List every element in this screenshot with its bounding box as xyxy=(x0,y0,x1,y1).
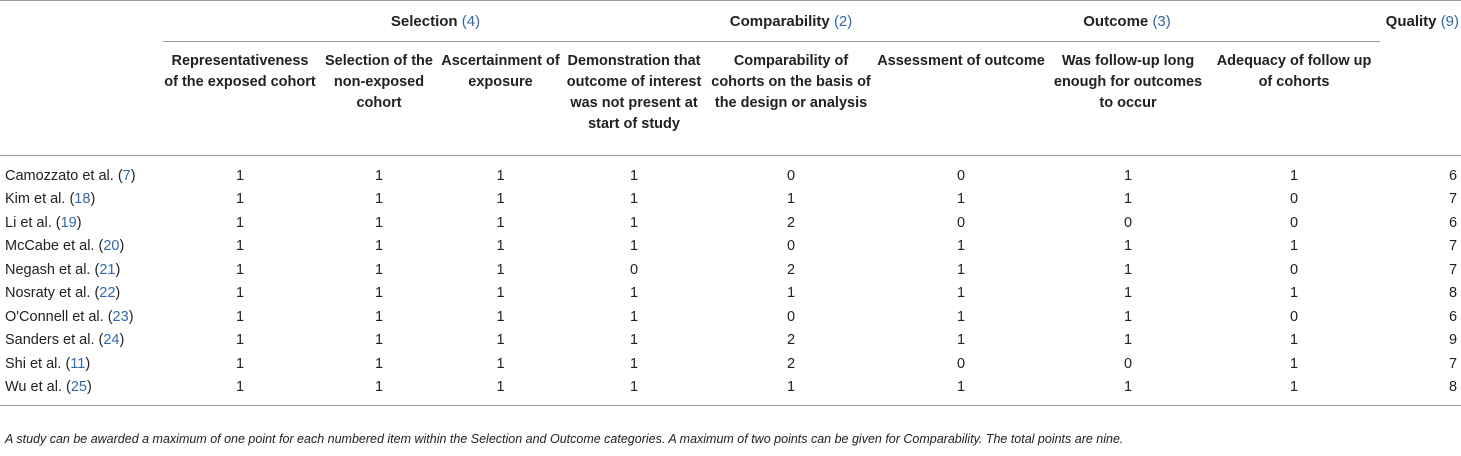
table-body xyxy=(0,156,1461,406)
score-cell: 1 xyxy=(786,285,796,302)
study-name-cell: Sanders et al. (24) xyxy=(5,332,125,349)
score-cell: 2 xyxy=(786,355,796,372)
score-cell: 1 xyxy=(1289,355,1299,372)
study-name-cell: McCabe et al. (20) xyxy=(5,238,125,255)
score-cell: 1 xyxy=(235,332,245,349)
table-row xyxy=(0,305,1461,329)
score-cell: 1 xyxy=(235,191,245,208)
study-name-cell: Wu et al. (25) xyxy=(0,376,163,406)
score-cell: 2 xyxy=(786,332,796,349)
reference-link[interactable]: 7 xyxy=(122,167,131,184)
study-name-cell: Nosraty et al. (22) xyxy=(5,285,121,302)
score-cell: 0 xyxy=(786,167,796,184)
score-cell: 0 xyxy=(1289,261,1299,278)
quality-score-cell: 8 xyxy=(1380,376,1461,406)
header-blank xyxy=(0,1,163,42)
study-name: Negash et al. xyxy=(5,261,91,278)
quality-score-cell: 8 xyxy=(1448,285,1458,302)
table-row xyxy=(0,352,1461,376)
quality-score-cell: 7 xyxy=(1448,238,1458,255)
reference-link[interactable]: 19 xyxy=(60,214,77,231)
score-cell: 1 xyxy=(374,332,384,349)
score-cell: 1 xyxy=(629,214,639,231)
study-name: O'Connell et al. xyxy=(5,308,104,325)
study-name-cell: Li et al. (19) xyxy=(5,214,82,231)
score-cell: 1 xyxy=(235,238,245,255)
score-cell: 1 xyxy=(374,355,384,372)
score-cell: 1 xyxy=(629,355,639,372)
score-cell: 1 xyxy=(374,238,384,255)
reference-link[interactable]: 25 xyxy=(70,379,87,396)
study-name-cell: Kim et al. (18) xyxy=(5,191,96,208)
score-cell: 1 xyxy=(496,238,505,255)
col-demonstration: Demonstration that outcome of interest was not present at start of study xyxy=(560,42,708,156)
quality-score-cell: 9 xyxy=(1448,332,1458,349)
score-cell: 0 xyxy=(956,167,966,184)
col-comparability: Comparability of cohorts on the basis of the design or analysis xyxy=(708,42,874,156)
score-cell: 1 xyxy=(1208,376,1380,406)
col-ascertainment: Ascertainment of exposure xyxy=(441,42,560,156)
col-follow-up-adequacy: Adequacy of follow up of cohorts xyxy=(1208,42,1380,156)
score-cell: 0 xyxy=(1123,214,1133,231)
score-cell: 1 xyxy=(956,308,966,325)
col-representativeness: Representativeness of the exposed cohort xyxy=(163,42,317,156)
table-row xyxy=(0,211,1461,235)
score-cell: 1 xyxy=(317,376,441,406)
score-cell: 1 xyxy=(235,167,245,184)
score-cell: 1 xyxy=(1289,332,1299,349)
col-selection-nonexposed: Selection of the non-exposed cohort xyxy=(317,42,441,156)
reference-link[interactable]: 20 xyxy=(103,238,120,255)
score-cell: 1 xyxy=(1289,167,1299,184)
score-cell: 1 xyxy=(374,214,384,231)
score-cell: 0 xyxy=(956,355,966,372)
col-follow-up-length: Was follow-up long enough for outcomes to occur xyxy=(1048,42,1208,156)
score-cell: 1 xyxy=(1123,308,1133,325)
reference-link[interactable]: 24 xyxy=(103,332,120,349)
score-cell: 1 xyxy=(235,285,245,302)
study-name: Sanders et al. xyxy=(5,332,95,349)
score-cell: 1 xyxy=(629,191,639,208)
score-cell: 0 xyxy=(786,308,796,325)
study-name: Shi et al. xyxy=(5,355,62,372)
score-cell: 0 xyxy=(1289,214,1299,231)
table-row xyxy=(0,235,1461,259)
study-name: McCabe et al. xyxy=(5,238,95,255)
score-cell: 1 xyxy=(1123,285,1133,302)
group-header-row xyxy=(0,1,1461,42)
score-cell: 1 xyxy=(1123,332,1133,349)
group-selection-count: (4) xyxy=(461,12,481,30)
score-cell: 1 xyxy=(496,355,505,372)
score-cell: 0 xyxy=(1289,308,1299,325)
quality-score-cell: 7 xyxy=(1448,355,1458,372)
quality-score-cell: 6 xyxy=(1448,167,1458,184)
table-row xyxy=(0,258,1461,282)
score-cell: 1 xyxy=(374,308,384,325)
study-name-cell: Camozzato et al. (7) xyxy=(5,167,136,184)
reference-link[interactable]: 23 xyxy=(112,308,129,325)
study-name: Camozzato et al. xyxy=(5,167,114,184)
score-cell: 0 xyxy=(629,261,639,278)
group-outcome-count: (3) xyxy=(1152,12,1171,30)
score-cell: 1 xyxy=(235,308,245,325)
quality-score-cell: 7 xyxy=(1448,261,1458,278)
score-cell: 2 xyxy=(786,261,796,278)
score-cell: 1 xyxy=(1289,285,1299,302)
score-cell: 1 xyxy=(235,355,245,372)
score-cell: 1 xyxy=(1123,261,1133,278)
study-name: Li et al. xyxy=(5,214,52,231)
score-cell: 1 xyxy=(496,332,505,349)
study-name-cell: O'Connell et al. (23) xyxy=(5,308,134,325)
quality-score-cell: 6 xyxy=(1448,214,1458,231)
table-row xyxy=(0,329,1461,353)
table-row xyxy=(0,156,1461,188)
score-cell: 1 xyxy=(1048,376,1208,406)
reference-link[interactable]: 21 xyxy=(99,261,116,278)
score-cell: 1 xyxy=(629,308,639,325)
reference-link[interactable]: 22 xyxy=(99,285,116,302)
score-cell: 1 xyxy=(956,285,966,302)
score-cell: 1 xyxy=(1289,238,1299,255)
score-cell: 1 xyxy=(374,191,384,208)
study-name-cell: Negash et al. (21) xyxy=(5,261,121,278)
group-comparability: Comparability (2) xyxy=(708,1,874,42)
quality-score-cell: 6 xyxy=(1448,308,1458,325)
score-cell: 0 xyxy=(1289,191,1299,208)
table-row xyxy=(0,376,1461,406)
score-cell: 1 xyxy=(496,167,505,184)
col-assessment: Assessment of outcome xyxy=(874,42,1048,156)
score-cell: 1 xyxy=(956,332,966,349)
study-name: Kim et al. xyxy=(5,191,66,208)
group-outcome: Outcome (3) xyxy=(874,1,1380,42)
score-cell: 1 xyxy=(496,308,505,325)
score-cell: 1 xyxy=(235,214,245,231)
group-comparability-count: (2) xyxy=(833,12,853,30)
score-cell: 1 xyxy=(374,285,384,302)
reference-link[interactable]: 18 xyxy=(74,191,91,208)
score-cell: 1 xyxy=(629,238,639,255)
score-cell: 1 xyxy=(496,261,505,278)
table-footnote: A study can be awarded a maximum of one point for each numbered item within the Selection and Outcome categories. A maximum of two points can be given for Comparability. The total points are nine. xyxy=(5,432,1124,446)
score-cell: 0 xyxy=(956,214,966,231)
score-cell: 1 xyxy=(629,285,639,302)
score-cell: 1 xyxy=(441,376,560,406)
score-cell: 1 xyxy=(629,167,639,184)
group-quality: Quality (9) xyxy=(1380,1,1461,42)
group-quality-count: (9) xyxy=(1440,12,1460,30)
score-cell: 1 xyxy=(786,191,796,208)
group-selection: Selection (4) xyxy=(163,1,708,42)
score-cell: 1 xyxy=(708,376,874,406)
score-cell: 1 xyxy=(629,332,639,349)
subheader-blank xyxy=(0,42,163,156)
score-cell: 1 xyxy=(560,376,708,406)
score-cell: 1 xyxy=(956,261,966,278)
score-cell: 1 xyxy=(496,191,505,208)
score-cell: 1 xyxy=(496,214,505,231)
subheader-row xyxy=(0,42,1461,156)
score-cell: 1 xyxy=(1123,167,1133,184)
score-cell: 1 xyxy=(956,238,966,255)
quality-score-cell: 7 xyxy=(1448,191,1458,208)
score-cell: 1 xyxy=(163,376,317,406)
score-cell: 1 xyxy=(1123,191,1133,208)
study-name-cell: Shi et al. (11) xyxy=(5,355,91,372)
table-row xyxy=(0,188,1461,212)
score-cell: 1 xyxy=(496,285,505,302)
score-cell: 1 xyxy=(235,261,245,278)
subheader-blank-quality xyxy=(1380,42,1461,156)
reference-link[interactable]: 11 xyxy=(70,355,86,372)
score-cell: 0 xyxy=(786,238,796,255)
study-name: Nosraty et al. xyxy=(5,285,91,302)
table-row xyxy=(0,282,1461,306)
score-cell: 1 xyxy=(956,191,966,208)
study-name: Wu et al. xyxy=(5,379,62,396)
score-cell: 1 xyxy=(374,261,384,278)
score-cell: 1 xyxy=(374,167,384,184)
score-cell: 1 xyxy=(874,376,1048,406)
score-cell: 2 xyxy=(786,214,796,231)
score-cell: 0 xyxy=(1123,355,1133,372)
score-cell: 1 xyxy=(1123,238,1133,255)
